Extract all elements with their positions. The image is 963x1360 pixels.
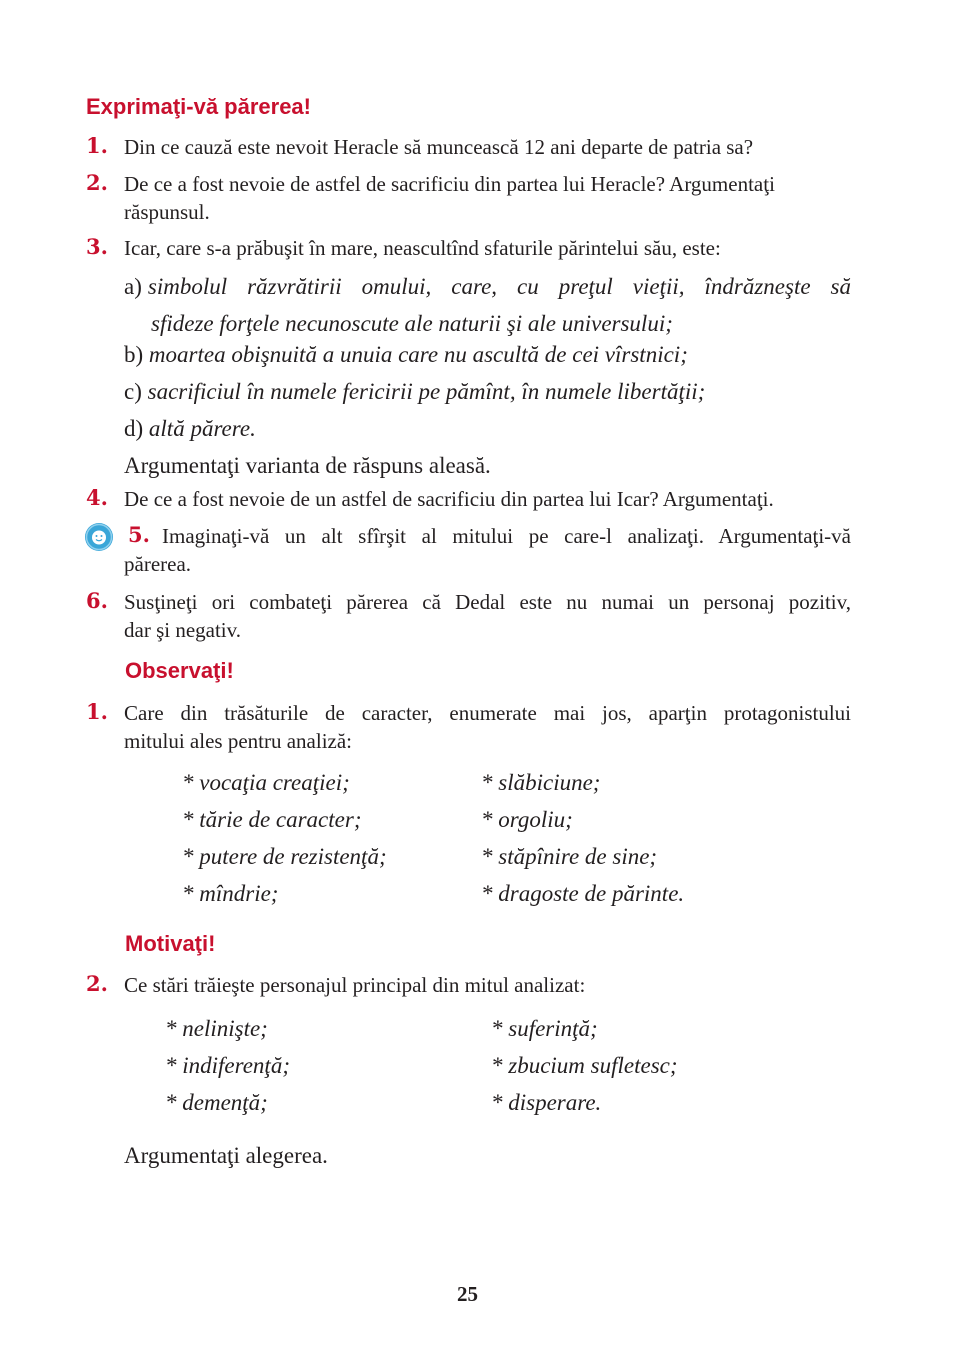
question-number: 1. (86, 699, 108, 724)
trait-item: * vocaţia creaţiei; (182, 770, 350, 795)
option-b (124, 336, 688, 373)
question-line: Imaginaţi-vă un alt sfîrşit al mitului pe care-l analizaţi. Argumentaţi-vă (162, 524, 851, 548)
option-letter: b) (124, 342, 144, 367)
trait-item: * stăpînire de sine; (481, 844, 658, 869)
trait-item: * orgoliu; (481, 807, 573, 832)
question-number: 2. (86, 971, 108, 996)
state-item: * nelinişte; (165, 1016, 268, 1041)
question-line: răspunsul. (124, 200, 210, 224)
trait-item: * slăbiciune; (481, 770, 601, 795)
state-item: * disperare. (491, 1090, 602, 1115)
option-letter: c) (124, 379, 142, 404)
state-item: * zbucium sufletesc; (491, 1053, 678, 1078)
question-text: Icar, care s-a prăbuşit în mare, neascultînd sfaturile părintelui său, este: (124, 236, 721, 260)
question-line: De ce a fost nevoie de astfel de sacrificiu din partea lui Heracle? Argumentaţi (124, 172, 775, 196)
section-heading-observe: Observaţi! (125, 658, 234, 683)
state-item: * suferinţă; (491, 1016, 598, 1041)
trait-item: * mîndrie; (182, 881, 279, 906)
option-text: moartea obişnuită a unuia care nu ascultă de cei vîrstnici; (148, 342, 688, 367)
option-text: sacrificiul în numele fericirii pe pămînt, în numele libertăţii; (147, 379, 706, 404)
option-text: simbolul răzvrătirii omului, care, cu preţul vieţii, îndrăzneşte să (147, 274, 851, 299)
question-line: Care din trăsăturile de caracter, enumerate mai jos, aparţin protagonistului (124, 701, 851, 725)
option-text: sfideze forţele necunoscute ale naturii şi ale universului; (151, 311, 673, 336)
question-line: părerea. (124, 552, 192, 576)
question-text: Ce stări trăieşte personajul principal din mitul analizat: (124, 973, 586, 997)
question-text (124, 170, 851, 226)
question-number: 4. (86, 485, 108, 510)
question-text (124, 588, 851, 644)
option-c (124, 373, 705, 410)
question-number: 5. (128, 522, 150, 547)
question-line: Susţineţi ori combateţi părerea că Dedal este nu numai un personaj pozitiv, (124, 590, 851, 614)
trait-item: * putere de rezistenţă; (182, 844, 387, 869)
section-heading-motivate: Motivaţi! (125, 931, 216, 956)
question-closing: Argumentaţi varianta de răspuns aleasă. (124, 453, 491, 478)
question-text: Din ce cauză este nevoit Heracle să muncească 12 ani departe de patria sa? (124, 135, 754, 159)
option-d (124, 410, 256, 447)
question-number: 1. (86, 133, 108, 158)
state-item: * demenţă; (165, 1090, 268, 1115)
question-text: De ce a fost nevoie de un astfel de sacrificiu din partea lui Icar? Argumentaţi. (124, 487, 774, 511)
child-face-icon (85, 523, 113, 551)
question-number: 2. (86, 170, 108, 195)
question-text (124, 699, 851, 755)
question-line: dar şi negativ. (124, 618, 242, 642)
section-closing: Argumentaţi alegerea. (124, 1143, 328, 1168)
question-text (124, 522, 851, 578)
option-letter: a) (124, 274, 142, 299)
trait-item: * dragoste de părinte. (481, 881, 685, 906)
option-letter: d) (124, 416, 144, 441)
question-line: mitului ales pentru analiză: (124, 729, 353, 753)
option-a (124, 268, 851, 342)
question-number: 3. (86, 234, 108, 259)
section-heading-opinion: Exprimaţi-vă părerea! (86, 94, 311, 119)
state-item: * indiferenţă; (165, 1053, 290, 1078)
page-number: 25 (457, 1282, 478, 1306)
trait-item: * tărie de caracter; (182, 807, 362, 832)
option-text: altă părere. (148, 416, 256, 441)
question-number: 6. (86, 588, 108, 613)
